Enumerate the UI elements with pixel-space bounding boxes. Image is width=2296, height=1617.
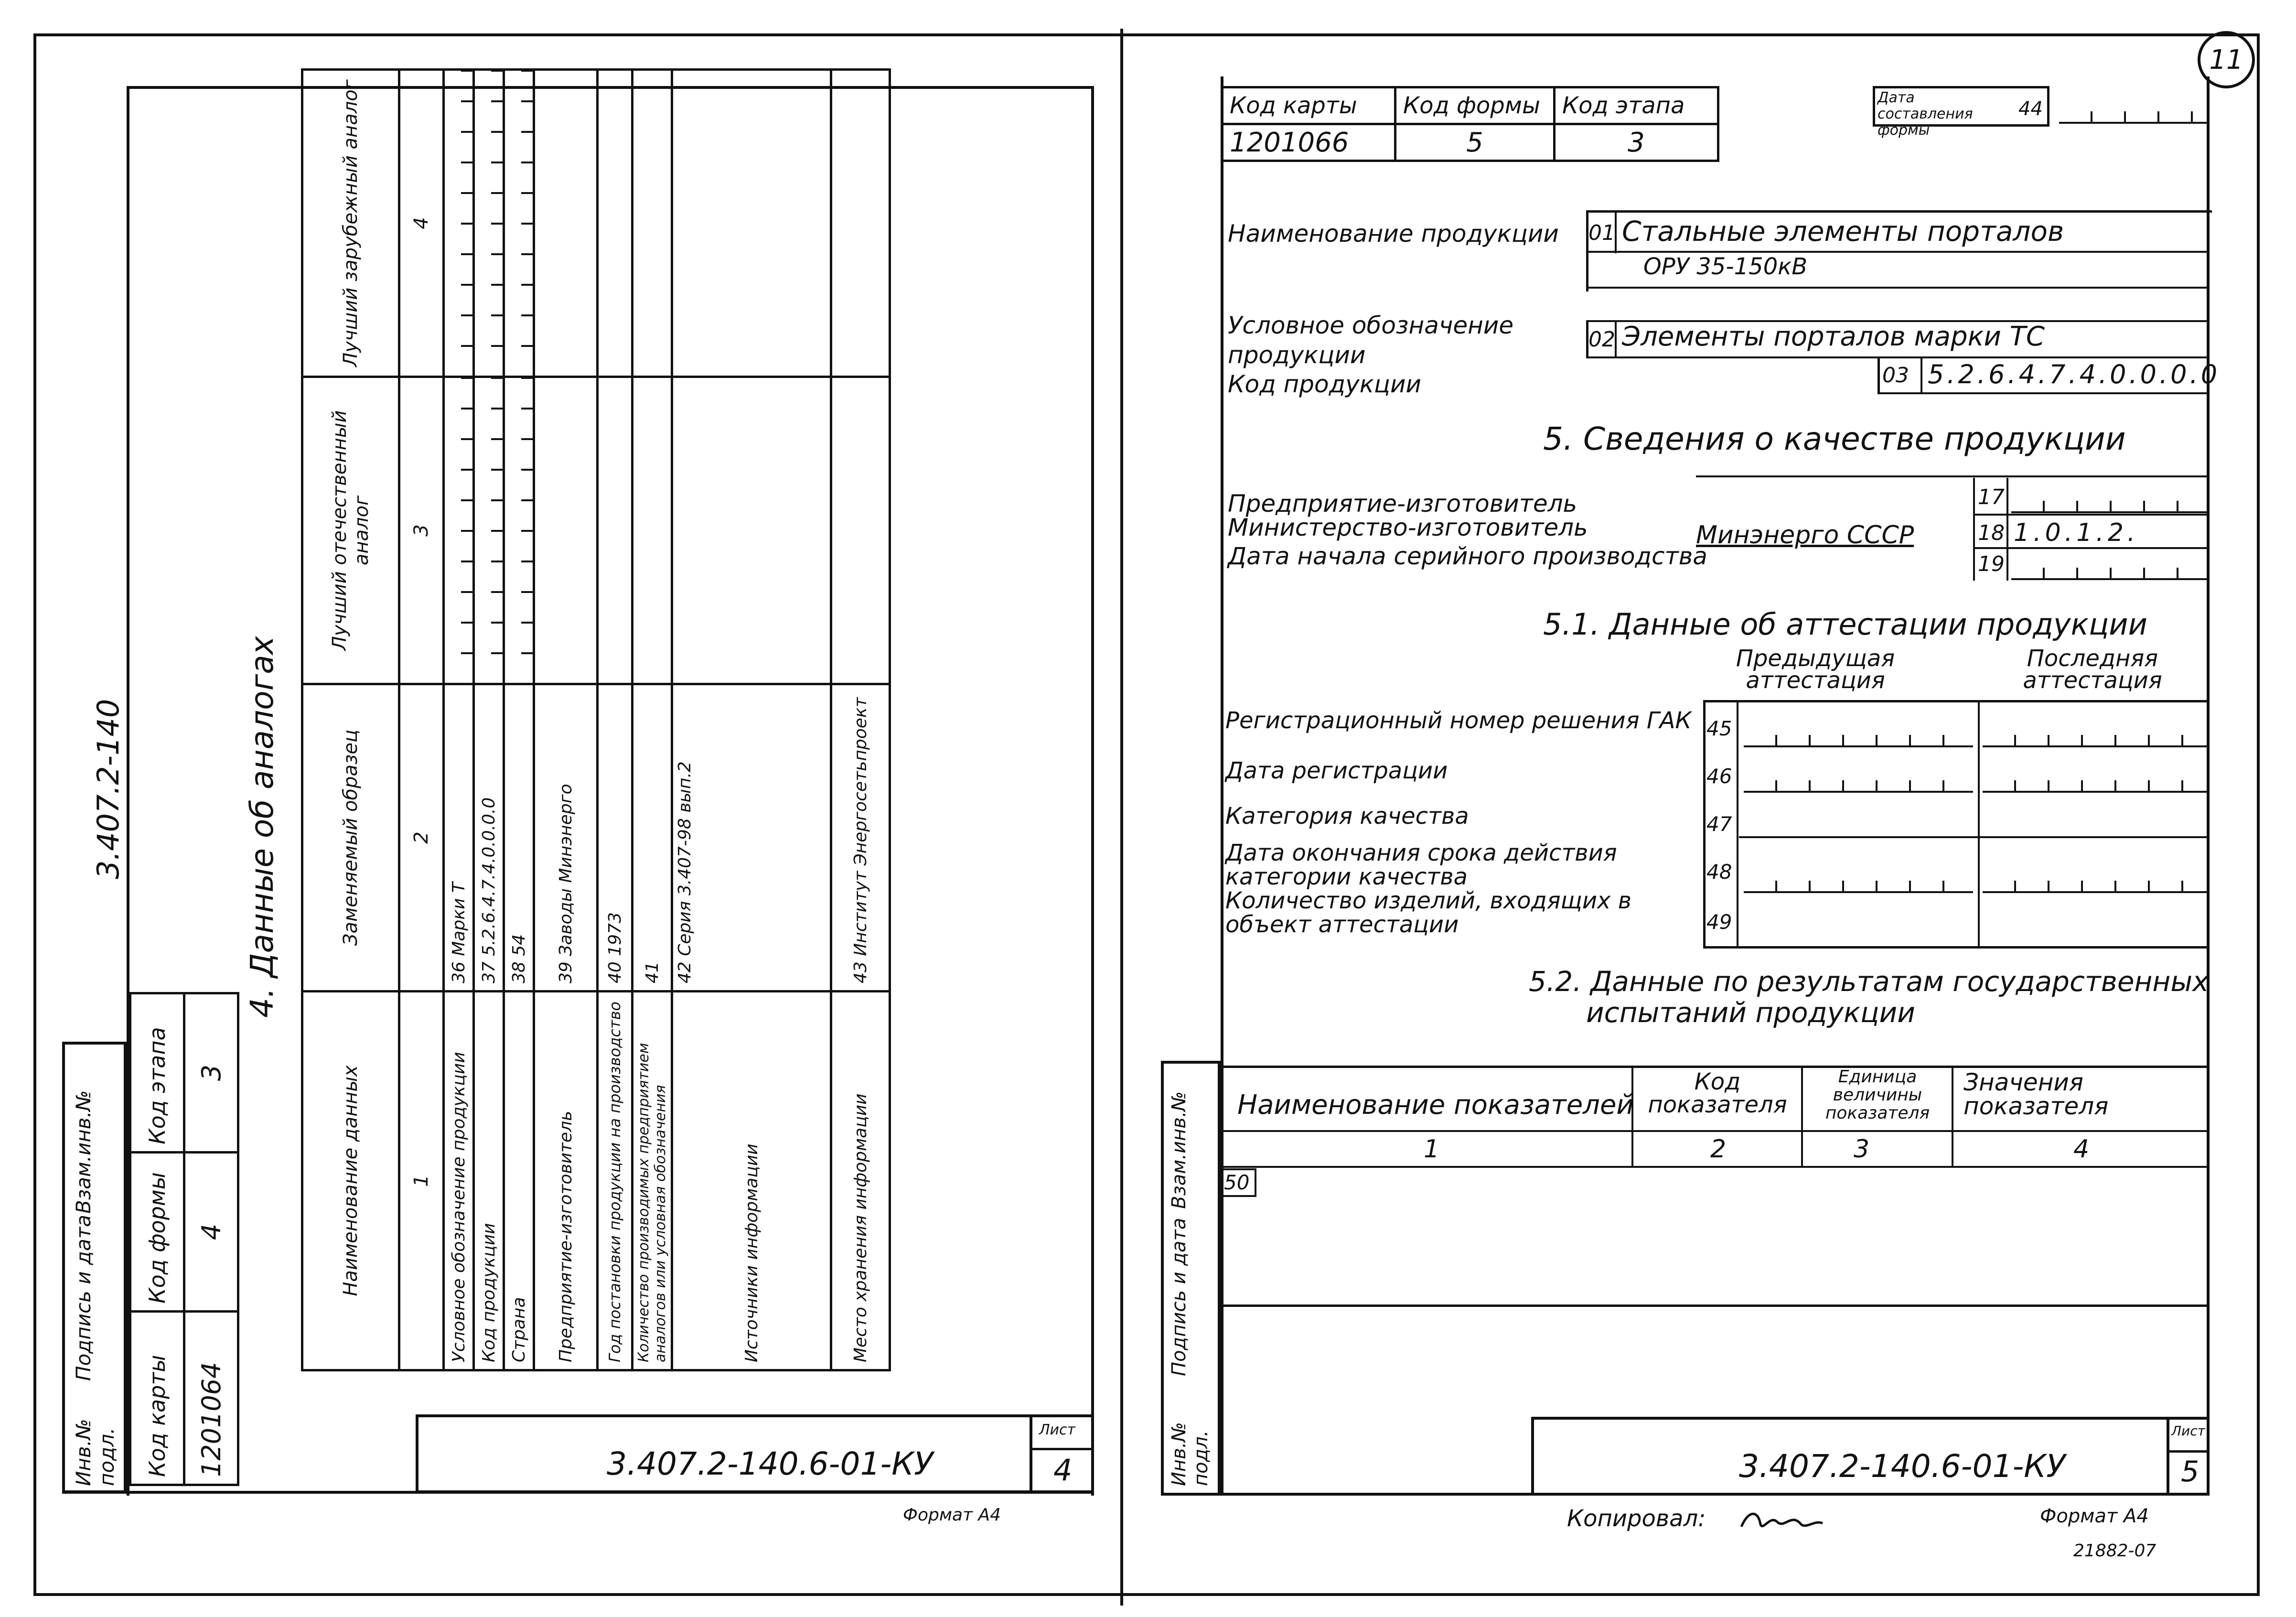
product-name-label: Наименование продукции: [1228, 220, 1559, 248]
analog-row-foreign-cell: [831, 70, 890, 377]
cert-row-ticks-last: [1983, 731, 2210, 747]
field03-num-sep: [1920, 358, 1922, 394]
analog-hdr-domestic: Лучший отечественный аналог: [302, 377, 399, 684]
cert-row-num: 47: [1706, 812, 1732, 836]
analog-row-value: [598, 684, 633, 992]
analog-row-foreign-cell: [504, 70, 534, 377]
hdr-stage-code: Код этапа: [1555, 87, 1718, 124]
analog-row-num: 38: [509, 961, 529, 983]
serial-date-ticks: [2011, 564, 2210, 580]
hdr-card-code: Код карты: [130, 1312, 184, 1485]
cert-num-col: [1737, 700, 1738, 949]
analog-row-val: 5.2.6.4.7.4.0.0.0.0: [479, 797, 499, 956]
analog-row-label: Год постановки продукции на производство: [598, 992, 633, 1370]
ministry-code: 1.0.1.2.: [2014, 518, 2139, 547]
analog-row-num: 42: [675, 961, 695, 983]
analog-colnum-1: 1: [399, 992, 444, 1370]
cert-row-label: Дата окончания срока действия категории качества: [1225, 840, 1617, 890]
tests-hdr-value: Значения показателя: [1963, 1068, 2109, 1120]
tests-hdr-unit: Единица величины показателя: [1825, 1067, 1930, 1123]
code-label: Код продукции: [1228, 370, 1421, 398]
analog-row-val: Марки Т: [449, 882, 469, 956]
strip-sign-label: Подпись и дата: [1168, 1218, 1190, 1376]
symbol-label: Условное обозначение продукции: [1228, 312, 1514, 369]
analog-row-domestic-cell: [672, 377, 831, 684]
analog-row-domestic-cell: [633, 377, 672, 684]
date-label: Дата составления формы: [1878, 89, 1973, 139]
strip-sign-label: Подпись и дата: [72, 1215, 95, 1381]
right-title-code: 3.407.2-140.6-01-КУ: [1739, 1448, 2066, 1485]
right-title-block-divider-h: [2167, 1450, 2210, 1453]
field01-num: 01: [1588, 221, 1615, 245]
strip-inv-label: Инв.№ подл.: [72, 1419, 118, 1486]
right-format-label: Формат А4: [2040, 1505, 2149, 1527]
ministry-label: Министерство-изготовитель: [1228, 514, 1588, 541]
analog-row-foreign-cell: [672, 70, 831, 377]
analog-row-foreign-cell: [444, 70, 474, 377]
field01-value-line1: Стальные элементы порталов: [1622, 215, 2064, 248]
manufacturer-bottom: [1973, 514, 2210, 516]
ministry-num: 18: [1978, 521, 2005, 545]
analog-colnum-3: 3: [399, 377, 444, 684]
tests-col-sep3: [1952, 1066, 1953, 1166]
left-sheet-number: 4: [1053, 1453, 1073, 1488]
val-stage-code: 3: [184, 993, 238, 1153]
left-header-table: [129, 992, 239, 1486]
analog-row-value: [504, 684, 534, 992]
analog-row-val: 54: [509, 934, 529, 956]
cert-row-ticks-prev: [1744, 776, 1973, 793]
cert-row-line: [1739, 836, 2210, 838]
prev-cert-label: Предыдущая аттестация: [1736, 645, 1895, 694]
cert-row-label: Категория качества: [1225, 803, 1469, 830]
left-section-title-text: 4. Данные об аналогах: [244, 636, 280, 1018]
field01-divider2: [1586, 287, 2210, 289]
analog-row-label: Место хранения информации: [831, 992, 890, 1370]
analog-row-num: 36: [449, 961, 469, 983]
section5-title: 5. Сведения о качестве продукции: [1543, 420, 2126, 457]
analog-row-value: [444, 684, 474, 992]
analog-row-foreign-cell: [474, 70, 504, 377]
tests-hdr-name: Наименование показателей: [1237, 1089, 1634, 1121]
analog-colnum-2: 2: [399, 684, 444, 992]
analog-row-num: 39: [556, 961, 576, 983]
analog-row-domestic-cell: [444, 377, 474, 684]
analog-table: [301, 68, 891, 1371]
tests-col-sep2: [1801, 1066, 1803, 1166]
field03-num: 03: [1882, 363, 1909, 388]
left-doc-code: [91, 699, 126, 879]
analog-row-label: Предприятие-изготовитель: [534, 992, 598, 1370]
left-side-strip-labels: [72, 1046, 118, 1486]
cert-split-col: [1978, 700, 1980, 949]
analog-row-num: 37: [479, 961, 499, 983]
copied-label: Копировал:: [1567, 1505, 1706, 1532]
analog-row-label: Количество производимых предприятием аналогов или условная обозначения: [633, 992, 672, 1370]
manufacturer-ticks: [2011, 497, 2210, 513]
analog-row-val: Заводы Минэнерго: [556, 784, 576, 956]
page-number-circle: [2198, 31, 2255, 88]
analog-row-domestic-cell: [831, 377, 890, 684]
left-format-label: Формат А4: [903, 1505, 1001, 1525]
ministry-bottom: [1973, 547, 2210, 549]
tests-colnum-2: 2: [1710, 1135, 1727, 1164]
cert-row-num: 48: [1706, 860, 1732, 884]
analog-row-num: 41: [642, 961, 662, 983]
copier-signature: [1739, 1505, 1825, 1534]
strip-inv-label: Инв.№ подл.: [1168, 1422, 1212, 1486]
manufacturer-label: Предприятие-изготовитель: [1228, 490, 1577, 517]
cert-row-num: 46: [1706, 765, 1732, 788]
manufacturer-num: 17: [1978, 485, 2005, 509]
field01-divider: [1586, 251, 2210, 253]
right-side-strip-labels: [1168, 1056, 1212, 1486]
val-form-code: 5: [1395, 124, 1555, 161]
manufacturer-line: [1696, 475, 2210, 477]
cert-row-num: 45: [1706, 717, 1732, 740]
analog-row-domestic-cell: [504, 377, 534, 684]
analog-row-value: [831, 684, 890, 992]
analog-row-value: [672, 684, 831, 992]
cert-row-label: Количество изделий, входящих в объект аттестации: [1225, 887, 1631, 938]
tests-colnum-1: 1: [1424, 1135, 1440, 1164]
field02-value: Элементы порталов марки ТС: [1622, 321, 2045, 352]
left-section-title: [244, 636, 280, 1018]
analog-hdr-replaced: Заменяемый образец: [302, 684, 399, 992]
cert-row-ticks-last: [1983, 877, 2210, 893]
date-num: 44: [2018, 98, 2043, 120]
left-doc-code-text: 3.407.2-140: [91, 699, 126, 879]
quality-num-col: [1973, 478, 1975, 581]
left-title-code: 3.407.2-140.6-01-КУ: [607, 1445, 933, 1482]
right-header-table: [1221, 86, 1719, 162]
analog-row-label: Страна: [504, 992, 534, 1370]
tests-colnum-4: 4: [2073, 1135, 2090, 1164]
section52-title-line2: испытаний продукции: [1586, 996, 1915, 1029]
right-sheet-number: 5: [2181, 1455, 2199, 1488]
analog-row-value: [474, 684, 504, 992]
right-sheet-label: Лист: [2171, 1423, 2205, 1439]
val-stage-code: 3: [1555, 124, 1718, 161]
analog-row-value: [633, 684, 672, 992]
analog-row-value: [534, 684, 598, 992]
field02-num: 02: [1588, 327, 1615, 352]
strip-replace-label: Взам.инв.№: [72, 1090, 95, 1214]
cert-row-label: Дата регистрации: [1225, 757, 1448, 784]
serial-date-label: Дата начала серийного производства: [1228, 542, 1707, 570]
analog-row-foreign-cell: [598, 70, 633, 377]
cert-row-label: Регистрационный номер решения ГАК: [1225, 707, 1692, 734]
analog-row-domestic-cell: [534, 377, 598, 684]
order-number: 21882-07: [2073, 1541, 2157, 1561]
analog-row-label: Источники информации: [672, 992, 831, 1370]
left-title-block-divider-h: [1030, 1448, 1094, 1450]
center-fold-line: [1120, 29, 1123, 1606]
ministry-value: Минэнерго СССР: [1696, 521, 1914, 550]
analog-hdr-foreign: Лучший зарубежный аналог: [302, 70, 399, 377]
strip-replace-label: Взам.инв.№: [1168, 1091, 1190, 1209]
page-number-text: 11: [2209, 44, 2243, 75]
analog-hdr-name: Наименование данных: [302, 992, 399, 1370]
date-input-ticks: [2059, 108, 2207, 124]
hdr-form-code: Код формы: [1395, 87, 1555, 124]
tests-hdr-code: Код показателя: [1648, 1068, 1787, 1118]
tests-colnum-3: 3: [1854, 1135, 1870, 1164]
last-cert-label: Последняя аттестация: [2023, 645, 2162, 694]
val-card-code: 1201064: [184, 1312, 238, 1485]
analog-colnum-4: 4: [399, 70, 444, 377]
cert-row-ticks-prev: [1744, 731, 1973, 747]
cert-row-ticks-prev: [1744, 877, 1973, 893]
analog-row-num: 40: [605, 961, 625, 983]
analog-row-val: Серия 3.407-98 вып.2: [675, 761, 695, 956]
analog-row-foreign-cell: [534, 70, 598, 377]
analog-row-label: Условное обозначение продукции: [444, 992, 474, 1370]
tests-row-num: 50: [1224, 1171, 1250, 1194]
left-sheet-label: Лист: [1039, 1422, 1076, 1438]
tests-hdr-bottom: [1221, 1130, 2210, 1132]
hdr-card-code: Код карты: [1222, 87, 1395, 124]
analog-row-foreign-cell: [633, 70, 672, 377]
analog-row-num: 43: [850, 961, 870, 983]
val-card-code: 1201066: [1222, 124, 1395, 161]
analog-row-label: Код продукции: [474, 992, 504, 1370]
cert-row-num: 49: [1706, 910, 1732, 934]
hdr-form-code: Код формы: [130, 1153, 184, 1312]
val-form-code: 4: [184, 1153, 238, 1312]
serial-date-num: 19: [1978, 552, 2005, 576]
quality-num-col2: [2006, 478, 2008, 581]
analog-row-val: 1973: [605, 912, 625, 956]
analog-row-domestic-cell: [598, 377, 633, 684]
field01-value-line2: ОРУ 35-150кВ: [1643, 253, 1808, 280]
left-title-block-divider: [1030, 1414, 1032, 1493]
analog-row-val: Институт Энергосетьпроект: [850, 697, 870, 956]
hdr-stage-code: Код этапа: [130, 993, 184, 1153]
field03-value: 5.2.6.4.7.4.0.0.0.0: [1928, 359, 2221, 389]
section51-title: 5.1. Данные об аттестации продукции: [1543, 607, 2147, 642]
right-title-block-divider: [2167, 1417, 2169, 1496]
cert-row-ticks-last: [1983, 776, 2210, 793]
tests-num-bottom: [1221, 1166, 2210, 1168]
analog-row-domestic-cell: [474, 377, 504, 684]
section52-title-line1: 5.2. Данные по результатам государственных: [1529, 965, 2209, 998]
